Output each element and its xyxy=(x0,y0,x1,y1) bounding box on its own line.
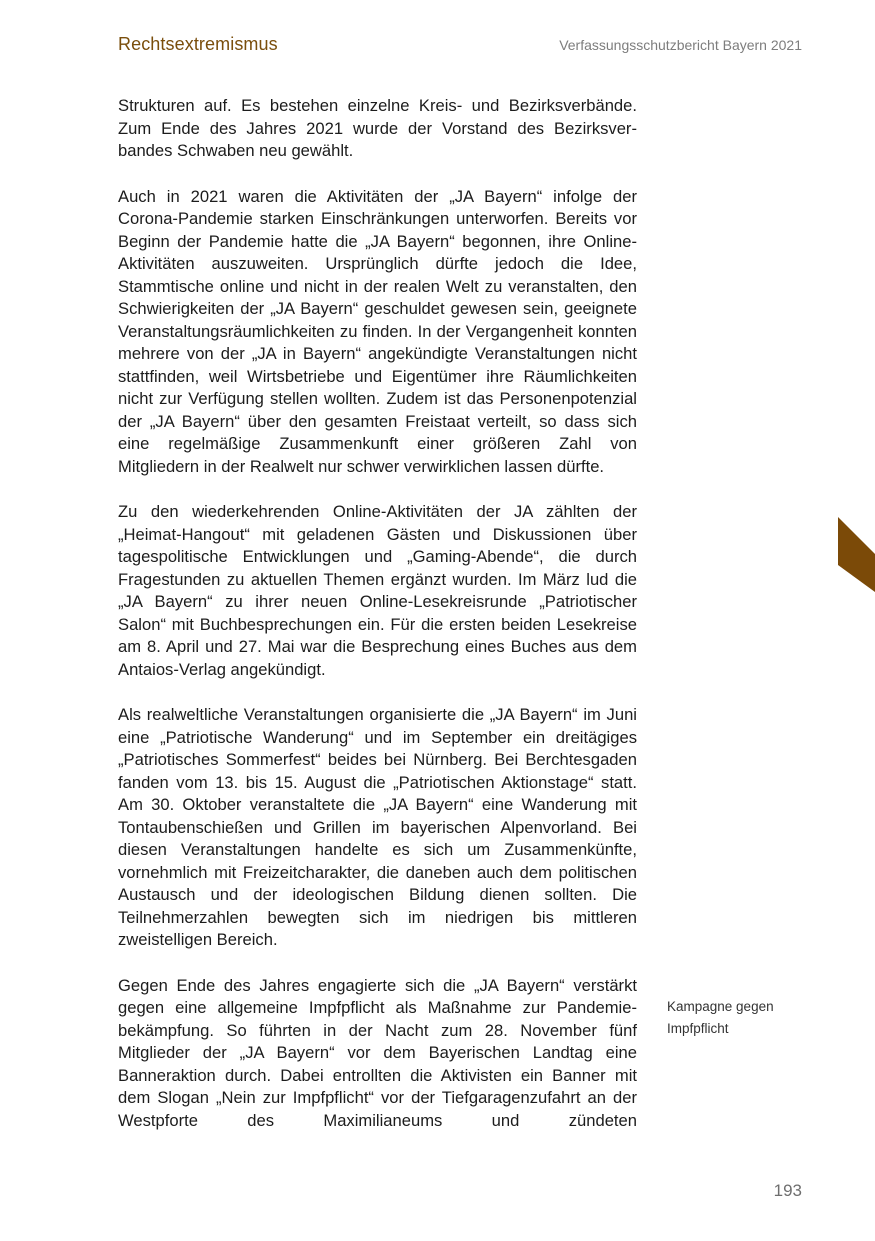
paragraph-5: Gegen Ende des Jahres engagierte sich die „JA Bayern“ verstärkt gegen eine allgemeine Impfpflicht als Maßnahme zur Pandemiebekämpfung. So führten in der Nacht zum 28. November fünf Mitglieder der „JA Bayern“ vor dem Bayerischen Landtag eine Banneraktion durch. Dabei entrollten die Aktivisten ein Banner mit dem Slogan „Nein zur Impfpflicht“ vor der Tiefgaragenzufahrt an der Westpforte des Maximilianeums und zündeten xyxy=(118,975,637,1130)
paragraph-1: Strukturen auf. Es bestehen einzelne Kreis- und Bezirksverbände. Zum Ende des Jahres 2021 wurde der Vorstand des Bezirksverbandes Schwaben neu gewählt. xyxy=(118,96,637,160)
margin-note-line-2: Impfpflicht xyxy=(667,1021,729,1036)
margin-note xyxy=(667,996,807,1040)
margin-note-line-1: Kampagne gegen xyxy=(667,999,774,1014)
paragraph-2: Auch in 2021 waren die Aktivitäten der „JA Bayern“ infolge der Corona-Pandemie starken Einschränkungen unterworfen. Bereits vor Beginn der Pandemie hatte die „JA Bayern“ begonnen, ihre Online-Aktivitäten auszuweiten. Ursprünglich dürfte jedoch die Idee, Stammtische online und nicht in der realen Welt zu veranstalten, den Schwierigkeiten der „JA Bayern“ geschuldet gewesen sein, geeignete Veranstaltungsräumlichkeiten zu finden. In der Vergangenheit konnten mehrere von der „JA in Bayern“ angekündigte Veranstaltungen nicht stattfinden, weil Wirtsbetriebe und Eigentümer ihre Räumlichkeiten nicht zur Verfügung stellen wollten. Zudem ist das Personenpotenzial der „JA Bayern“ über den gesamten Freistaat verteilt, so dass sich eine regelmäßige Zusammenkunft einer größeren Zahl von Mitgliedern in der Realwelt nur schwer verwirklichen lassen dürfte. xyxy=(118,186,637,476)
body-text xyxy=(118,95,637,1155)
page-number: 193 xyxy=(773,1181,802,1200)
paragraph-3: Zu den wiederkehrenden Online-Aktivitäten der JA zählten der „Heimat-Hangout“ mit geladenen Gästen und Diskussionen über tagespolitische Entwicklungen und „Gaming-Abende“, die durch Fragestunden zu aktuellen Themen ergänzt wurden. Im März lud die „JA Bayern“ zu ihrer neuen Online-Lesekreisrunde „Patriotischer Salon“ mit Buchbesprechungen ein. Für die ersten beiden Lesekreise am 8. April und 27. Mai war die Besprechung eines Buches aus dem Antaios-Verlag angekündigt. xyxy=(118,502,637,679)
section-title: Rechtsextremismus xyxy=(118,34,278,54)
paragraph-4: Als realweltliche Veranstaltungen organisierte die „JA Bayern“ im Juni eine „Patriotische Wanderung“ und im September ein dreitägiges „Patriotisches Sommerfest“ beides bei Nürnberg. Bei Berchtesgaden fanden vom 13. bis 15. August die „Patriotischen Aktionstage“ statt. Am 30. Oktober veranstaltete die „JA Bayern“ eine Wanderung mit Tontaubenschießen und Grillen im bayerischen Alpenvorland. Bei diesen Veranstaltungen handelte es sich um Zusammenkünfte, vornehmlich mit Freizeitcharakter, die daneben auch dem politischen Austausch und der ideologischen Bildung dienen sollten. Die Teilnehmerzahlen bewegten sich im niedrigen bis mittleren zweistelligen Bereich. xyxy=(118,705,637,949)
chapter-tab-marker xyxy=(838,517,875,592)
report-title: Verfassungsschutzbericht Bayern 2021 xyxy=(559,37,802,53)
